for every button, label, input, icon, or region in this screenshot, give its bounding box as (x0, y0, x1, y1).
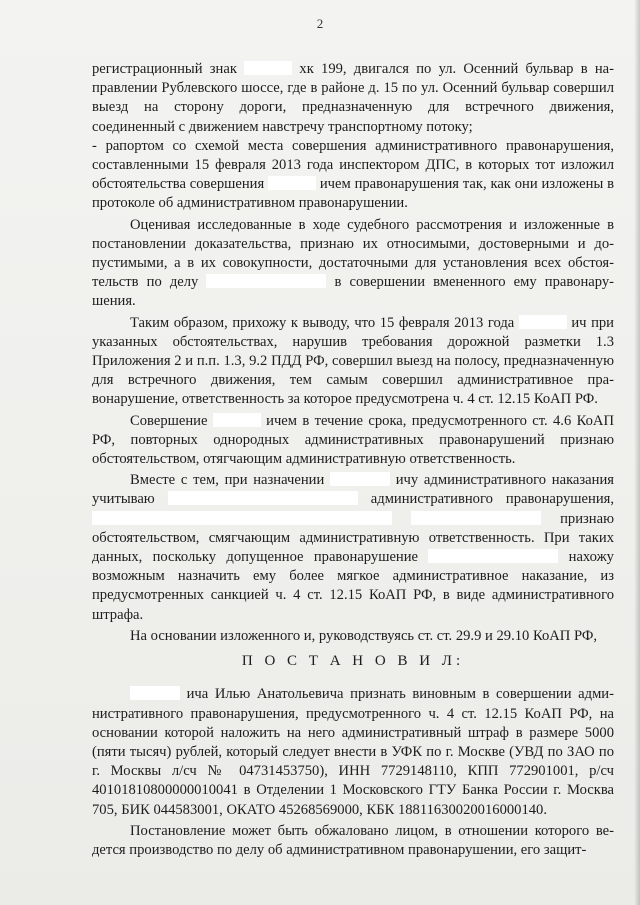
redacted-name (268, 176, 316, 190)
redacted-name (411, 511, 541, 525)
redacted-name (206, 274, 326, 288)
text-segment: ичем в течение срока, предусмотренного ст. 4.6 КоАП РФ, повторных однородных административных правонарушений признаю обстоятельством, отягчающим административную ответственность. (92, 412, 614, 468)
paragraph (92, 471, 614, 625)
redacted-name (213, 413, 261, 427)
text-segment: в совершении вмененного ему правонарушения. (92, 274, 615, 310)
paragraph (92, 60, 614, 137)
redacted-name (428, 549, 558, 563)
text-segment: П О С Т А Н О В И Л: (241, 653, 465, 670)
text-segment: хк 199, двигался по ул. Осенний бульвар в направлении Рублевского шоссе, где в районе д. 15 по ул. Осенний бульвар совершил выезд на сторону дороги, предназначенную для встречного движения, соединенный с движением навстречу транспортному потоку; (92, 61, 615, 135)
text-segment: - рапортом со схемой места совершения административного правонарушения, составленными 15 февраля 2013 года инспектором ДПС, в которых тот изложил обстоятельства совершения (92, 137, 614, 193)
page-edge-shadow (634, 0, 640, 905)
paragraph (92, 137, 614, 214)
decision-heading (92, 652, 614, 671)
paragraph (92, 627, 614, 646)
text-segment: ичу административного наказания учитываю (92, 472, 614, 508)
text-segment: Совершение (130, 412, 213, 429)
redacted-name (92, 511, 392, 525)
text-segment: Таким образом, прихожу к выводу, что 15 февраля 2013 года (130, 314, 519, 331)
text-segment: регистрационный знак (92, 61, 245, 77)
text-segment: Постановление может быть обжаловано лицом, в отношении которого ведется производство по делу об административном правонарушении, его защит- (92, 822, 614, 858)
text-segment: ичем правонарушения так, как они изложены в протоколе об административном правонарушении. (92, 176, 614, 212)
text-segment: ич при указанных обстоятельствах, нарушив требования дорожной разметки 1.3 Приложения 2 и п.п. 1.3, 9.2 ПДД РФ, совершил выезд на полосу, предназначенную для встречного движения, тем самым совершил административное правонарушение, ответственность за которое предусмотрена ч. 4 ст. 12.15 КоАП РФ. (92, 314, 614, 408)
redacted-name (130, 686, 180, 700)
paragraph (92, 412, 614, 470)
document-body (92, 60, 614, 860)
paragraph (92, 822, 614, 860)
text-segment: административного правонарушения, (357, 491, 614, 508)
text-segment: Оценивая исследованные в ходе судебного рассмотрения и изложенные в постановлении доказательства, признаю их относимыми, достоверными и допустимыми, а в их совокупности, достаточными для установления всех обстоятельств по делу (92, 216, 614, 291)
page-number: 2 (316, 16, 324, 31)
paragraph (92, 685, 614, 819)
text-segment: Вместе с тем, при назначении (130, 472, 330, 489)
text-segment (392, 511, 411, 527)
text-segment: На основании изложенного и, руководствуясь ст. ст. 29.9 и 29.10 КоАП РФ, (130, 627, 598, 644)
text-segment: ича Илью Анатольевича признать виновным в совершении административного правонарушения, предусмотренного ч. 4 ст. 12.15 КоАП РФ, на основании которой наложить на него административный штраф в размере 5000 (пяти тысяч) рублей, который следует внести в УФК по г. Москве (УВД по ЗАО по г. Москвы л/сч № 04731453750), ИНН 7729148110, КПП 772901001, р/сч 40101810800000010041 в Отделении 1 Московского ГТУ Банка России г. Москва 705, БИК 044583001, ОКАТО 45268569000, КБК 18811630020016000140. (92, 686, 614, 818)
paragraph (92, 216, 614, 312)
redacted-name (519, 315, 567, 329)
redacted-name (168, 491, 358, 505)
paragraph (92, 314, 614, 410)
redacted-name (330, 472, 390, 486)
text-segment: нахожу возможным назначить ему более мягкое административное наказание, из предусмотренных санкцией ч. 4 ст. 12.15 КоАП РФ, в виде административного штрафа. (92, 549, 614, 623)
redacted-name (244, 61, 292, 75)
text-segment: признаю обстоятельством, смягчающим административную ответственность. При таких данных, поскольку допущенное правонарушение (92, 510, 614, 566)
